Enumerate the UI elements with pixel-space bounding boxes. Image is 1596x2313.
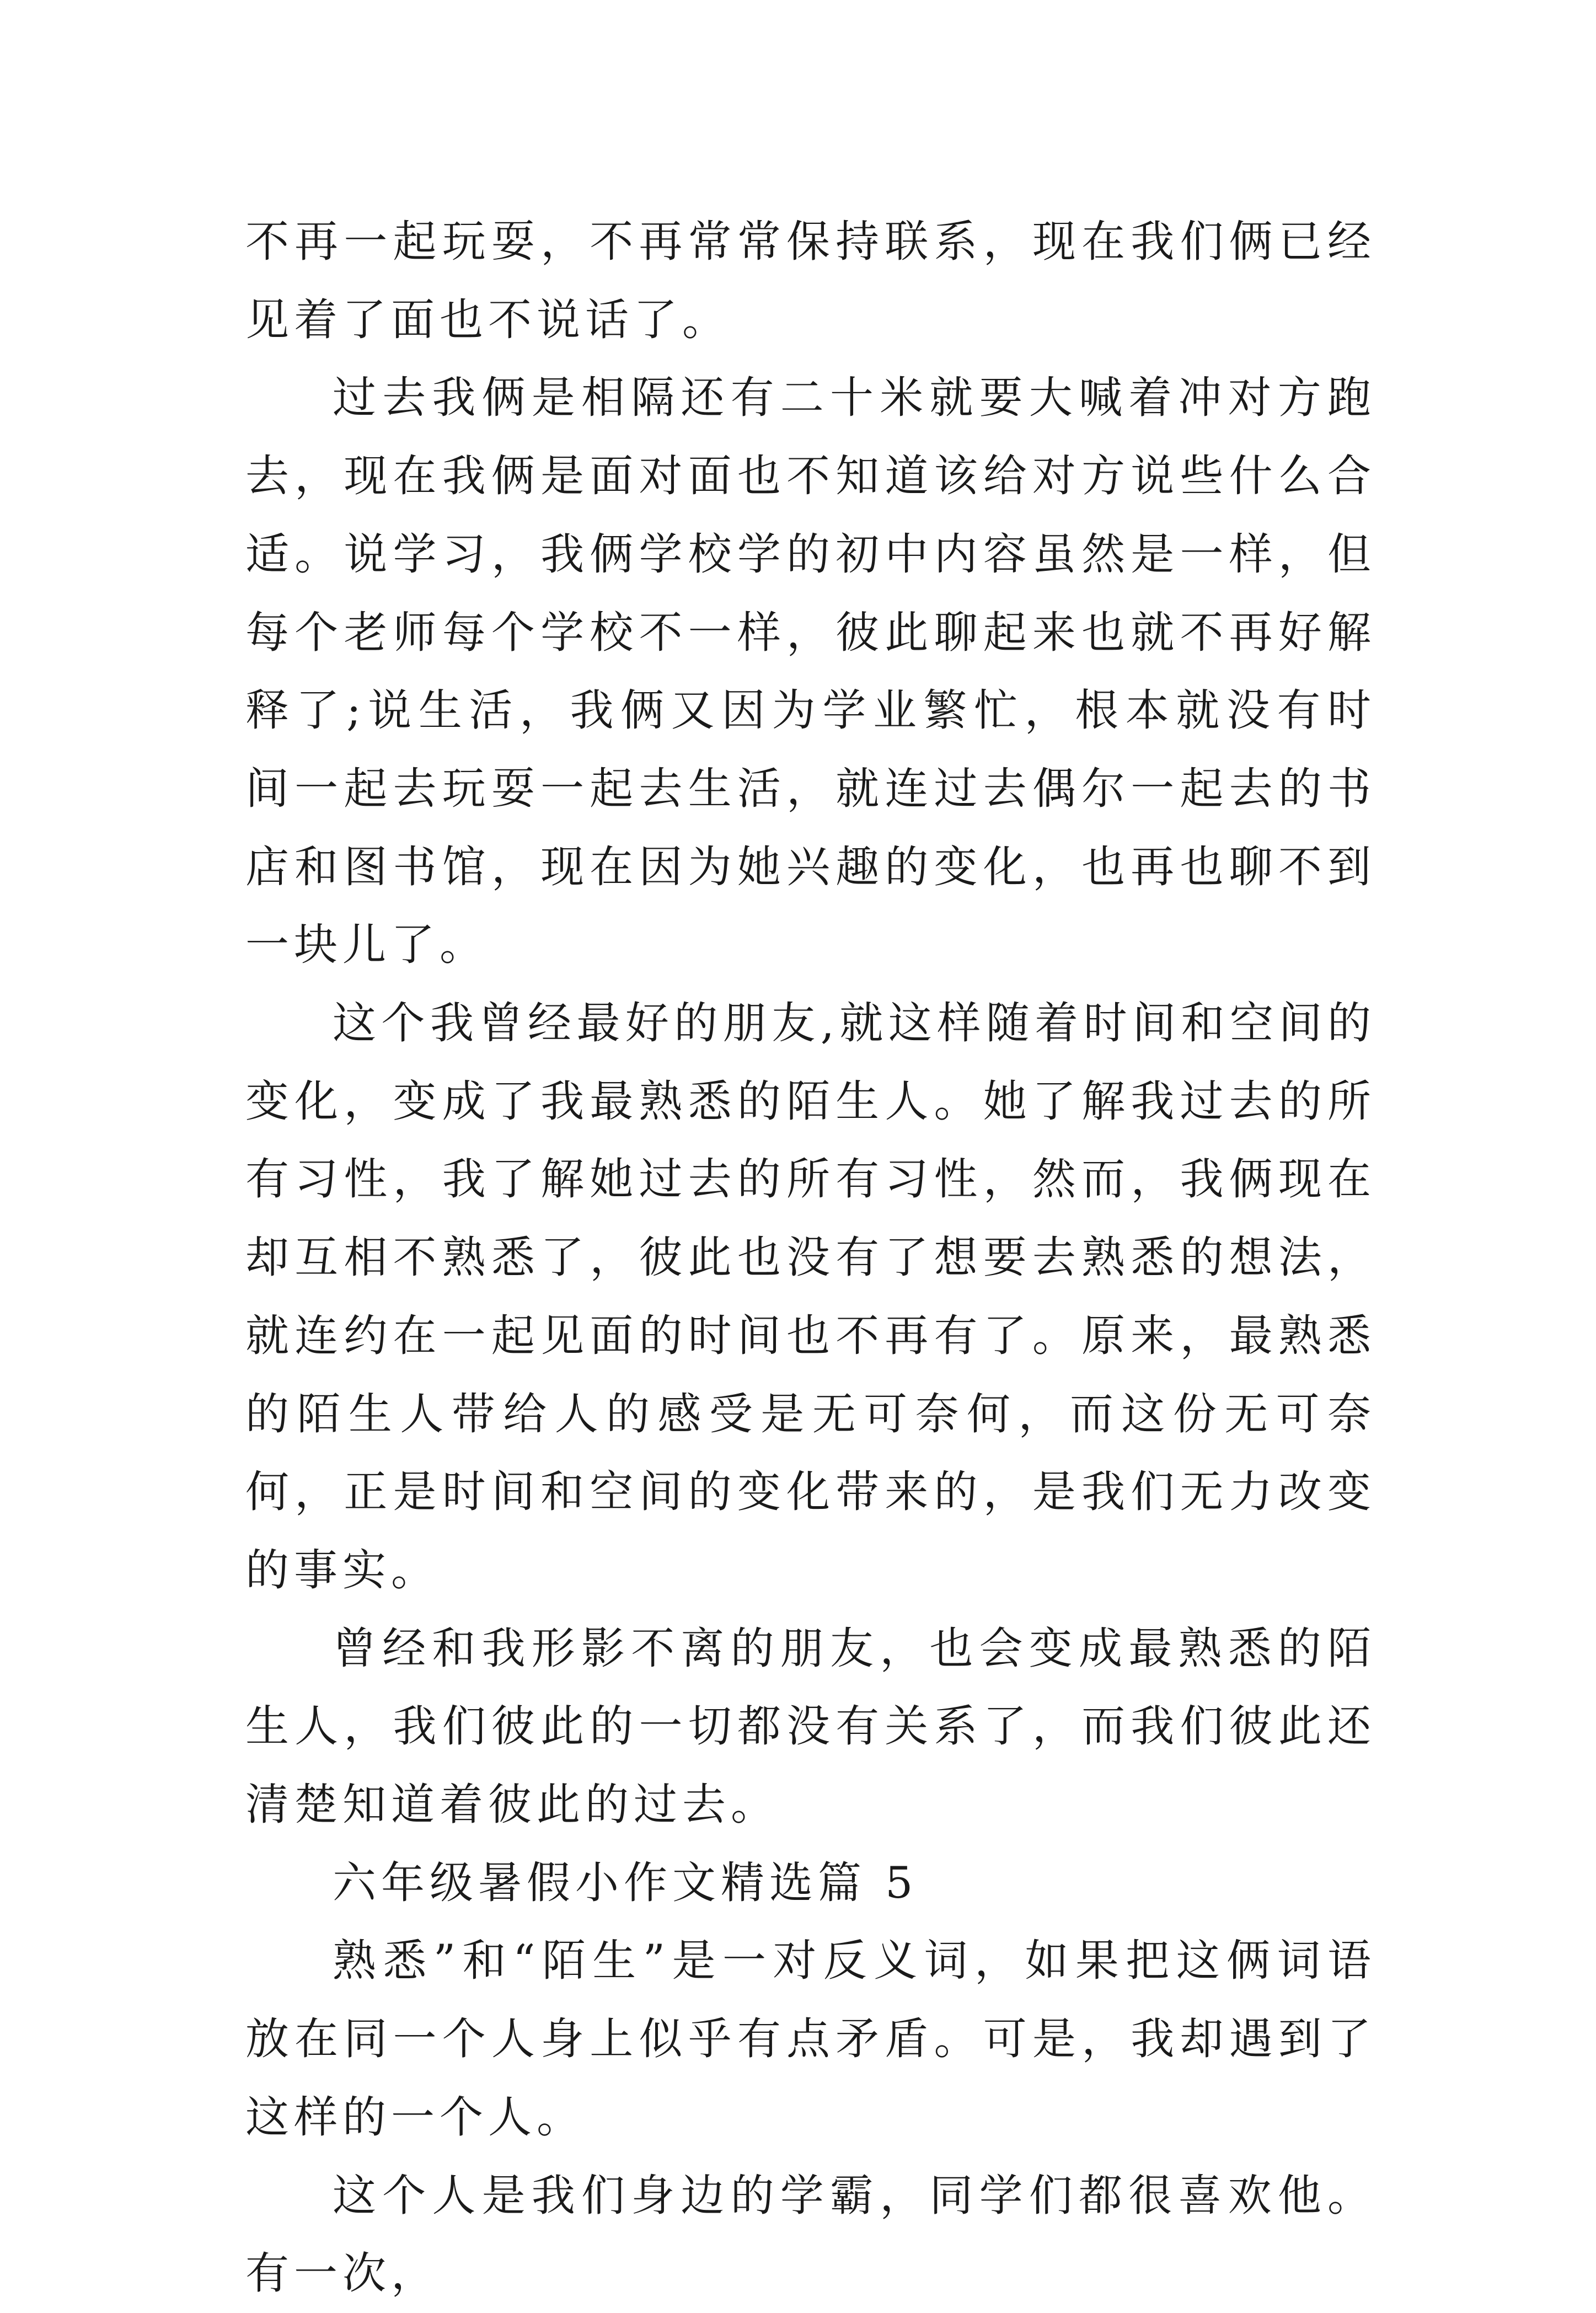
paragraph-2: 过去我俩是相隔还有二十米就要大喊着冲对方跑去，现在我俩是面对面也不知道该给对方说些什么合适。说学习，我俩学校学的初中内容虽然是一样，但每个老师每个学校不一样，彼此聊起来也就不再好解释了;说生活，我俩又因为学业繁忙，根本就没有时间一起去玩耍一起去生活，就连过去偶尔一起去的书店和图书馆，现在因为她兴趣的变化，也再也聊不到一块儿了。 [245, 372, 1376, 971]
section-heading: 六年级暑假小作文精选篇 5 [333, 1857, 918, 1908]
paragraph-5: 熟悉”和“陌生”是一对反义词，如果把这俩词语放在同一个人身上似乎有点矛盾。可是，我却遇到了这样的一个人。 [245, 1935, 1376, 2143]
paragraph-4: 曾经和我形影不离的朋友，也会变成最熟悉的陌生人，我们彼此的一切都没有关系了，而我们彼此还清楚知道着彼此的过去。 [245, 1623, 1376, 1830]
paragraph-1: 不再一起玩耍，不再常常保持联系，现在我们俩已经见着了面也不说话了。 [245, 216, 1376, 345]
paragraph-3: 这个我曾经最好的朋友,就这样随着时间和空间的变化，变成了我最熟悉的陌生人。她了解我过去的所有习性，我了解她过去的所有习性，然而，我俩现在却互相不熟悉了，彼此也没有了想要去熟悉的想法，就连约在一起见面的时间也不再有了。原来，最熟悉的陌生人带给人的感受是无可奈何，而这份无可奈何，正是时间和空间的变化带来的，是我们无力改变的事实。 [245, 998, 1376, 1595]
paragraph-6: 这个人是我们身边的学霸，同学们都很喜欢他。有一次， [245, 2170, 1376, 2299]
body-text [245, 203, 1376, 2313]
